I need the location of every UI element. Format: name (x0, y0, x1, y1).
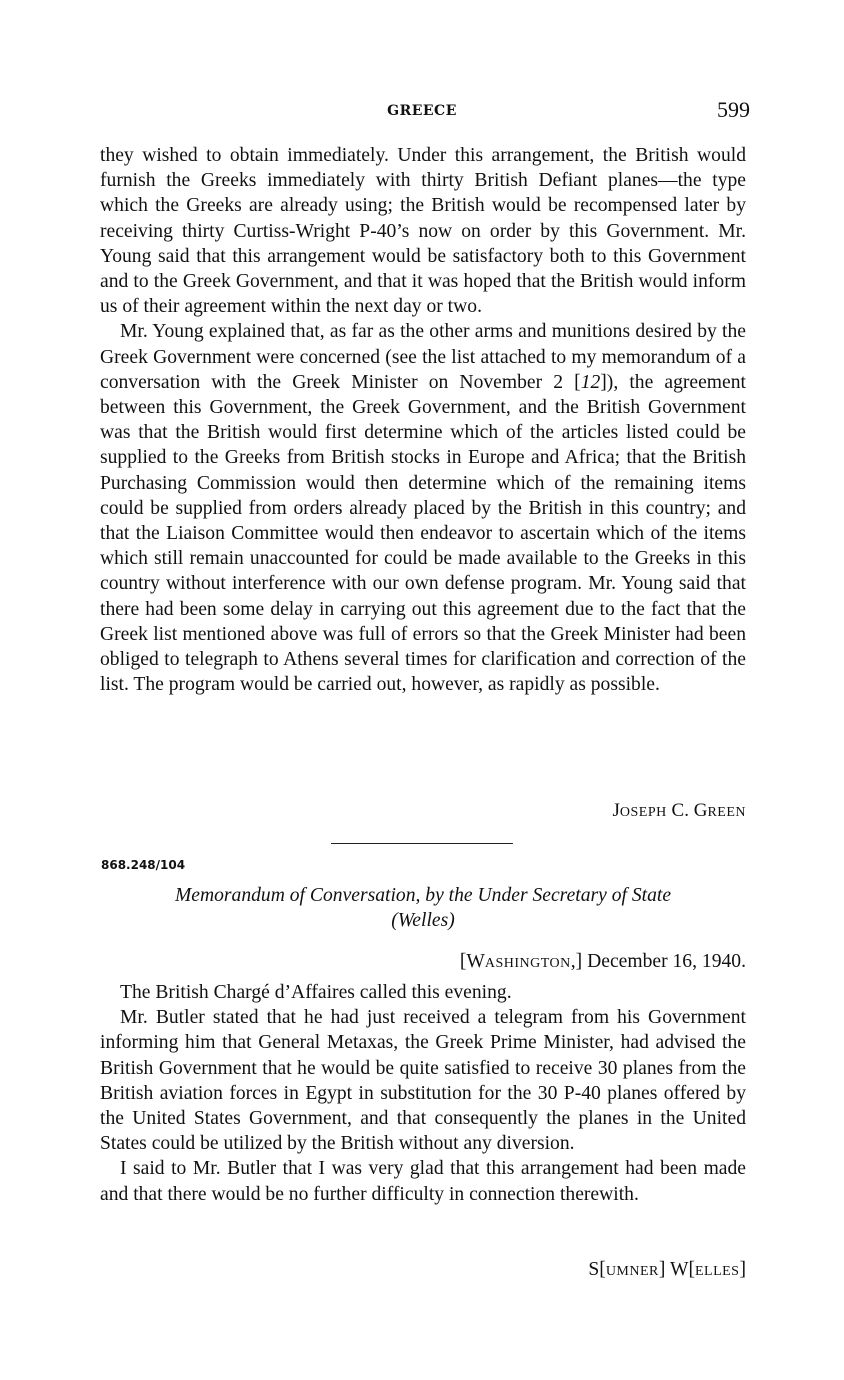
section2-body (100, 980, 746, 1207)
section1-body (100, 143, 746, 697)
paragraph (100, 319, 746, 697)
signature-green: JOSEPH C. GREEN (612, 800, 746, 821)
paragraph-text: ]), the agreement between this Government, the Greek Government, and the British Government was that the British would first determine which of the articles listed could be supplied to the Greeks from British stocks in Europe and Africa; that the British Purchasing Commission would then determine which of the remaining items could be supplied from orders already placed by the British in this country; and that the Liaison Committee would then endeavor to ascertain which of the items which still remain unaccounted for could be made available to the Greeks in this country without interference with our own defense program. Mr. Young said that there had been some delay in carrying out this agreement due to the fact that the Greek list mentioned above was full of errors so that the Greek Minister had been obliged to telegraph to Athens several times for clarification and correction of the list. The program would be carried out, however, as rapidly as possible. (100, 371, 746, 696)
running-header: GREECE (387, 103, 457, 119)
memo-title-line: (Welles) (391, 910, 455, 931)
page-number: 599 (717, 97, 750, 122)
memo-title (100, 883, 746, 933)
file-number: 868.248/104 (101, 858, 186, 872)
paragraph: they wished to obtain immediately. Under this arrangement, the British would furnish the Greeks immediately with thirty British Defiant planes—the type which the Greeks are already using; the British would be recompensed later by receiving thirty Curtiss-Wright P-40’s now on order by this Government. Mr. Young said that this arrangement would be satisfactory both to this Government and to the Greek Government, and that it was hoped that the British would inform us of their agreement within the next day or two. (100, 145, 746, 318)
paragraph: The British Chargé d’Affaires called this evening. (120, 982, 512, 1003)
memo-title-line: Memorandum of Conversation, by the Under Secretary of State (174, 885, 672, 906)
paragraph-text: Mr. Young explained that, as far as the other arms and munitions desired by the Greek Government were concerned (see the list attached to my memorandum of a conversation with the Greek Minister on November 2 [ (100, 321, 746, 393)
paragraph: Mr. Butler stated that he had just received a telegram from his Government informing him that General Metaxas, the Greek Prime Minister, had advised the British Government that he would be quite satisfied to receive 30 planes from the British aviation forces in Egypt in substitution for the 30 P-40 planes offered by the United States Government, and that consequently the planes in the United States could be utilized by the British without any diversion. (100, 1007, 746, 1155)
reference-note: 12 (580, 371, 601, 393)
dateline: [WASHINGTON,] December 16, 1940. (459, 951, 746, 972)
paragraph: I said to Mr. Butler that I was very glad that this arrangement had been made and that there would be no further difficulty in connection therewith. (100, 1158, 746, 1205)
section-divider (331, 843, 513, 844)
signature-welles: S[UMNER] W[ELLES] (588, 1259, 746, 1280)
